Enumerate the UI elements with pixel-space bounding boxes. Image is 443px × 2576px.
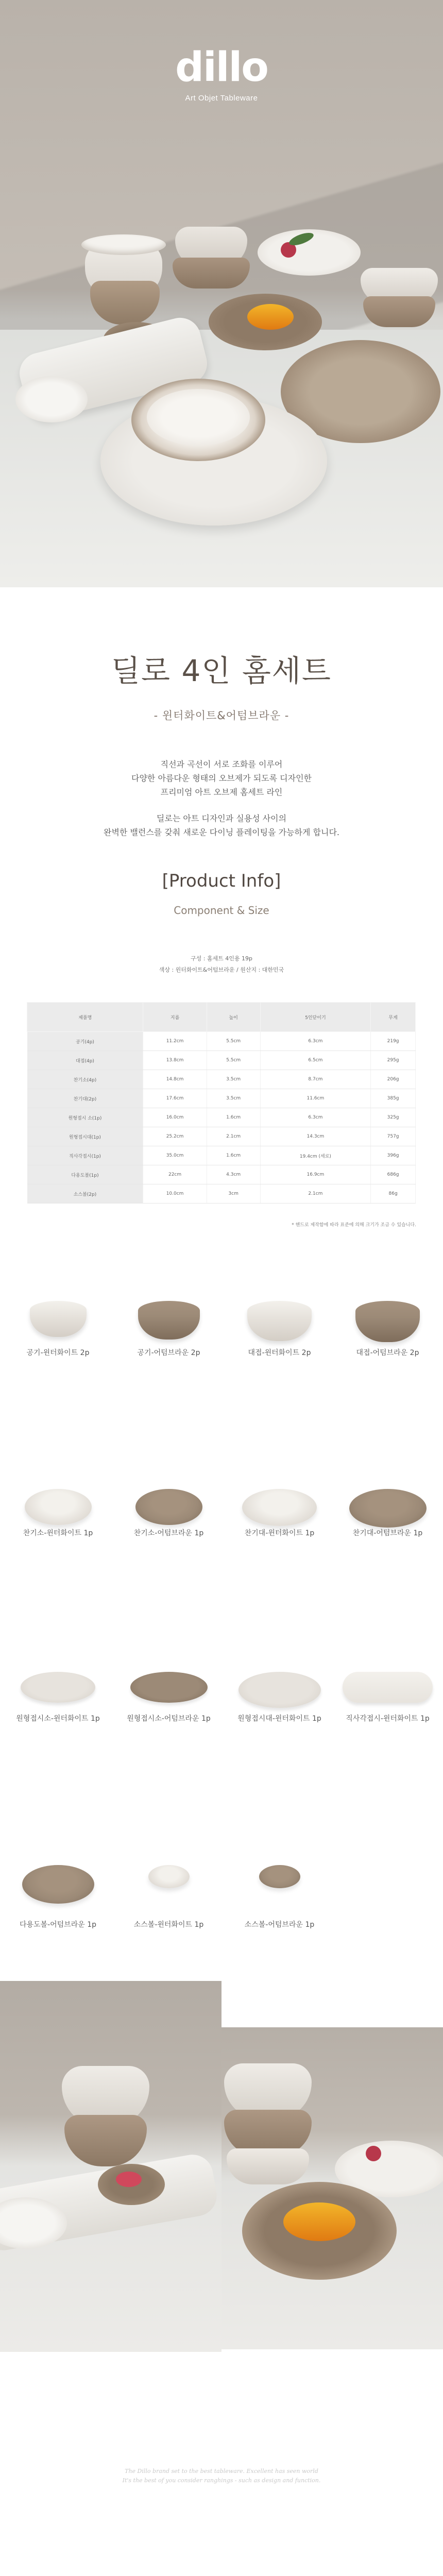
table-cell: 6.3cm xyxy=(260,1108,371,1127)
table-row xyxy=(27,1146,416,1165)
table-row xyxy=(27,1032,416,1051)
product-item xyxy=(113,1672,224,1723)
table-header-row xyxy=(27,1003,416,1032)
hero-photo xyxy=(0,0,443,587)
size-note: * 핸드로 제작함에 따라 표준에 의해 크기가 조금 수 있습니다. xyxy=(292,1223,416,1228)
table-cell: 17.6cm xyxy=(143,1089,207,1108)
table-cell: 14.8cm xyxy=(143,1070,207,1089)
product-label: 공기-윈터화이트 2p xyxy=(26,1349,90,1357)
description-1: 직선과 곡선이 서로 조화를 이루어 다양한 아름다운 형태의 오브제가 되도록 디자인한 프리미엄 아트 오브제 홈세트 라인 xyxy=(131,759,312,797)
table-cell: 396g xyxy=(371,1146,416,1165)
table-cell: 385g xyxy=(371,1089,416,1108)
product-item xyxy=(113,1489,224,1537)
header-cell: 무게 xyxy=(371,1003,416,1032)
product-label: 원형접시소-윈터화이트 1p xyxy=(16,1715,100,1723)
product-item xyxy=(332,1489,443,1537)
product-name-cell: 직사각접시(1p) xyxy=(27,1146,143,1165)
product-label: 원형접시대-윈터화이트 1p xyxy=(237,1715,321,1723)
product-name-cell: 다용도볼(1p) xyxy=(27,1165,143,1184)
table-cell: 13.8cm xyxy=(143,1051,207,1070)
table-cell: 219g xyxy=(371,1032,416,1051)
table-cell: 8.7cm xyxy=(260,1070,371,1089)
table-row xyxy=(27,1165,416,1184)
product-image xyxy=(349,1489,427,1528)
table-cell: 295g xyxy=(371,1051,416,1070)
product-name-cell: 원형접시대(1p) xyxy=(27,1127,143,1146)
table-cell: 686g xyxy=(371,1165,416,1184)
product-info-subtitle: Component & Size xyxy=(174,904,269,917)
table-cell: 5.5cm xyxy=(207,1051,260,1070)
header-cell: 높이 xyxy=(207,1003,260,1032)
product-item xyxy=(224,1865,335,1929)
table-cell: 6.3cm xyxy=(260,1032,371,1051)
table-cell: 3cm xyxy=(207,1184,260,1204)
product-label: 소스볼-어텀브라운 1p xyxy=(244,1921,315,1929)
product-label: 대접-어텀브라운 2p xyxy=(356,1349,419,1357)
product-title: 딜로 4인 홈세트 xyxy=(111,653,332,688)
product-image xyxy=(135,1489,202,1525)
header-cell: 지름 xyxy=(143,1003,207,1032)
product-image xyxy=(238,1672,321,1708)
table-cell: 22cm xyxy=(143,1165,207,1184)
table-row xyxy=(27,1108,416,1127)
table-cell: 2.1cm xyxy=(260,1184,371,1204)
table-cell: 1.6cm xyxy=(207,1146,260,1165)
header-cell: 제품명 xyxy=(27,1003,143,1032)
yellow-pepper xyxy=(247,304,294,330)
product-label: 공기-어텀브라운 2p xyxy=(137,1349,200,1357)
product-image xyxy=(138,1301,200,1340)
table-cell: 6.5cm xyxy=(260,1051,371,1070)
product-label: 찬기소-윈터화이트 1p xyxy=(23,1529,93,1537)
product-item xyxy=(3,1672,113,1723)
table-row xyxy=(27,1051,416,1070)
product-item xyxy=(3,1489,113,1537)
product-image xyxy=(259,1865,300,1888)
table-cell: 757g xyxy=(371,1127,416,1146)
product-label: 소스볼-윈터화이트 1p xyxy=(133,1921,204,1929)
product-image xyxy=(148,1865,190,1888)
table-cell: 11.6cm xyxy=(260,1089,371,1108)
table-cell: 16.0cm xyxy=(143,1108,207,1127)
product-label: 대접-윈터화이트 2p xyxy=(248,1349,311,1357)
product-image xyxy=(30,1301,87,1337)
product-label: 찬기대-어텀브라운 1p xyxy=(352,1529,423,1537)
table-row xyxy=(27,1127,416,1146)
table-cell: 3.5cm xyxy=(207,1089,260,1108)
table-cell: 4.3cm xyxy=(207,1165,260,1184)
product-item xyxy=(332,1672,443,1723)
product-name-cell: 원형접시 소(1p) xyxy=(27,1108,143,1127)
header-cell: 5인닫이기 xyxy=(260,1003,371,1032)
product-image xyxy=(130,1672,208,1703)
table-cell: 11.2cm xyxy=(143,1032,207,1051)
description-2: 딜로는 아트 디자인과 실용성 사이의 완벽한 밸런스를 갖춰 새로운 다이닝 플레이팅을 가능하게 합니다. xyxy=(103,814,339,837)
composition-text: 구성 : 홈세트 4인용 19p xyxy=(190,955,253,962)
table-cell: 5.5cm xyxy=(207,1032,260,1051)
table-cell: 325g xyxy=(371,1108,416,1127)
table-row xyxy=(27,1184,416,1204)
table-cell: 25.2cm xyxy=(143,1127,207,1146)
table-cell: 2.1cm xyxy=(207,1127,260,1146)
product-name-cell: 찬기소(4p) xyxy=(27,1070,143,1089)
table-cell: 86g xyxy=(371,1184,416,1204)
table-cell: 10.0cm xyxy=(143,1184,207,1204)
product-label: 원형접시소-어텀브라운 1p xyxy=(127,1715,211,1723)
brand-logo: dillo xyxy=(175,44,268,91)
product-item xyxy=(3,1301,113,1357)
product-item xyxy=(113,1301,224,1357)
product-image xyxy=(25,1489,92,1525)
product-label: 직사각접시-윈터화이트 1p xyxy=(346,1715,430,1723)
product-image xyxy=(242,1489,317,1526)
product-image xyxy=(22,1865,94,1904)
table-cell: 16.9cm xyxy=(260,1165,371,1184)
product-label: 찬기소-어텀브라운 1p xyxy=(133,1529,204,1537)
brand-tagline: Art Objet Tableware xyxy=(185,94,258,103)
product-name-cell: 찬기대(2p) xyxy=(27,1089,143,1108)
table-cell: 206g xyxy=(371,1070,416,1089)
footer-quote-1: The Dillo brand set to the best tableware. Excellent has seen world xyxy=(125,2468,318,2475)
table-cell: 3.5cm xyxy=(207,1070,260,1089)
product-item xyxy=(224,1489,335,1537)
table-row xyxy=(27,1089,416,1108)
spec-table xyxy=(27,1002,416,1204)
product-image xyxy=(247,1301,312,1341)
detail-photo-left xyxy=(0,1981,222,2352)
product-item xyxy=(3,1865,113,1929)
product-item xyxy=(113,1865,224,1929)
product-label: 찬기대-윈터화이트 1p xyxy=(244,1529,315,1537)
product-image xyxy=(355,1301,420,1342)
product-image xyxy=(343,1672,433,1703)
product-item xyxy=(224,1301,335,1357)
color-origin-text: 색상 : 윈터화이트&어텀브라운 / 원산지 : 대한민국 xyxy=(159,967,284,973)
product-name-cell: 대접(4p) xyxy=(27,1051,143,1070)
product-name-cell: 소스볼(2p) xyxy=(27,1184,143,1204)
product-image xyxy=(21,1672,95,1703)
product-name-cell: 공기(4p) xyxy=(27,1032,143,1051)
table-cell: 1.6cm xyxy=(207,1108,260,1127)
product-subtitle: - 윈터화이트&어텀브라운 - xyxy=(154,709,289,722)
table-cell: 19.4cm (세로) xyxy=(260,1146,371,1165)
product-label: 다용도볼-어텀브라운 1p xyxy=(19,1921,96,1929)
product-item xyxy=(224,1672,335,1723)
detail-photo-right xyxy=(222,2027,443,2349)
product-info-title: [Product Info] xyxy=(162,871,281,891)
table-cell: 14.3cm xyxy=(260,1127,371,1146)
table-cell: 35.0cm xyxy=(143,1146,207,1165)
table-row xyxy=(27,1070,416,1089)
product-item xyxy=(332,1301,443,1357)
footer-quote-2: It's the best of you consider ranghings - such as design and function. xyxy=(122,2477,321,2484)
